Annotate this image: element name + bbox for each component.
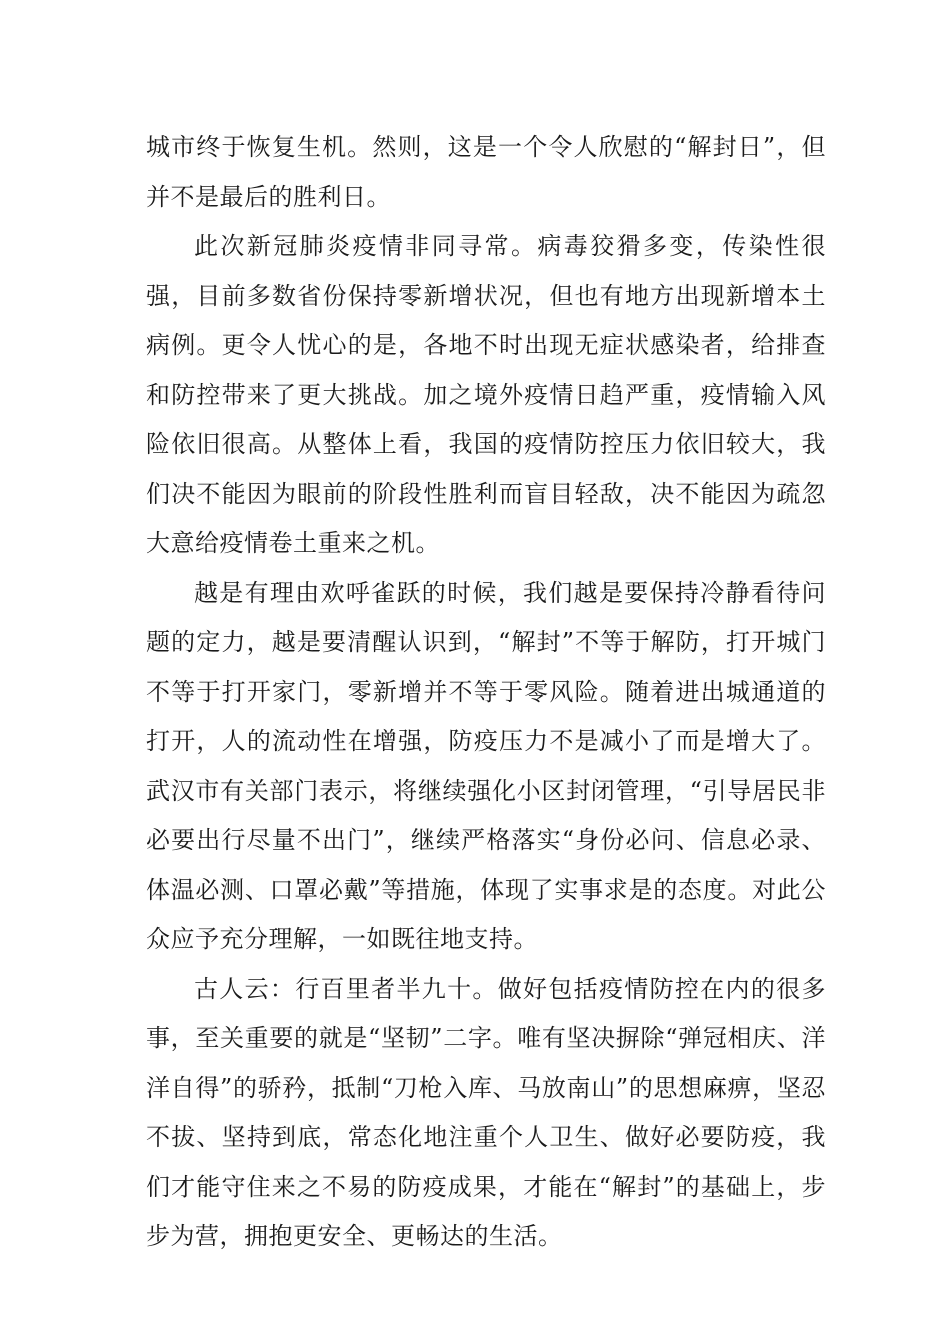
paragraph: 此次新冠肺炎疫情非同寻常。病毒狡猾多变，传染性很强，目前多数省份保持零新增状况，但也有地方出现新增本土病例。更令人忧心的是，各地不时出现无症状感染者，给排查和防控带来了更大挑战。加之境外疫情日趋严重，疫情输入风险依旧很高。从整体上看，我国的疫情防控压力依旧较大，我们决不能因为眼前的阶段性胜利而盲目轻敌，决不能因为疏忽大意给疫情卷土重来之机。 bbox=[146, 232, 826, 557]
paragraph-continued: 城市终于恢复生机。然则，这是一个令人欣慰的“解封日”，但并不是最后的胜利日。 bbox=[146, 133, 826, 211]
paragraph: 越是有理由欢呼雀跃的时候，我们越是要保持冷静看待问题的定力，越是要清醒认识到，“解封”不等于解防，打开城门不等于打开家门，零新增并不等于零风险。随着进出城通道的打开，人的流动性在增强，防疫压力不是减小了而是增大了。武汉市有关部门表示，将继续强化小区封闭管理，“引导居民非必要出行尽量不出门”，继续严格落实“身份必问、信息必录、体温必测、口罩必戴”等措施，体现了实事求是的态度。对此公众应予充分理解，一如既往地支持。 bbox=[146, 578, 826, 953]
paragraph: 古人云：行百里者半九十。做好包括疫情防控在内的很多事，至关重要的就是“坚韧”二字。唯有坚决摒除“弹冠相庆、洋洋自得”的骄矜，抵制“刀枪入库、马放南山”的思想麻痹，坚忍不拔、坚持到底，常态化地注重个人卫生、做好必要防疫，我们才能守住来之不易的防疫成果，才能在“解封”的基础上，步步为营，拥抱更安全、更畅达的生活。 bbox=[146, 974, 826, 1250]
article-body bbox=[146, 123, 826, 1262]
